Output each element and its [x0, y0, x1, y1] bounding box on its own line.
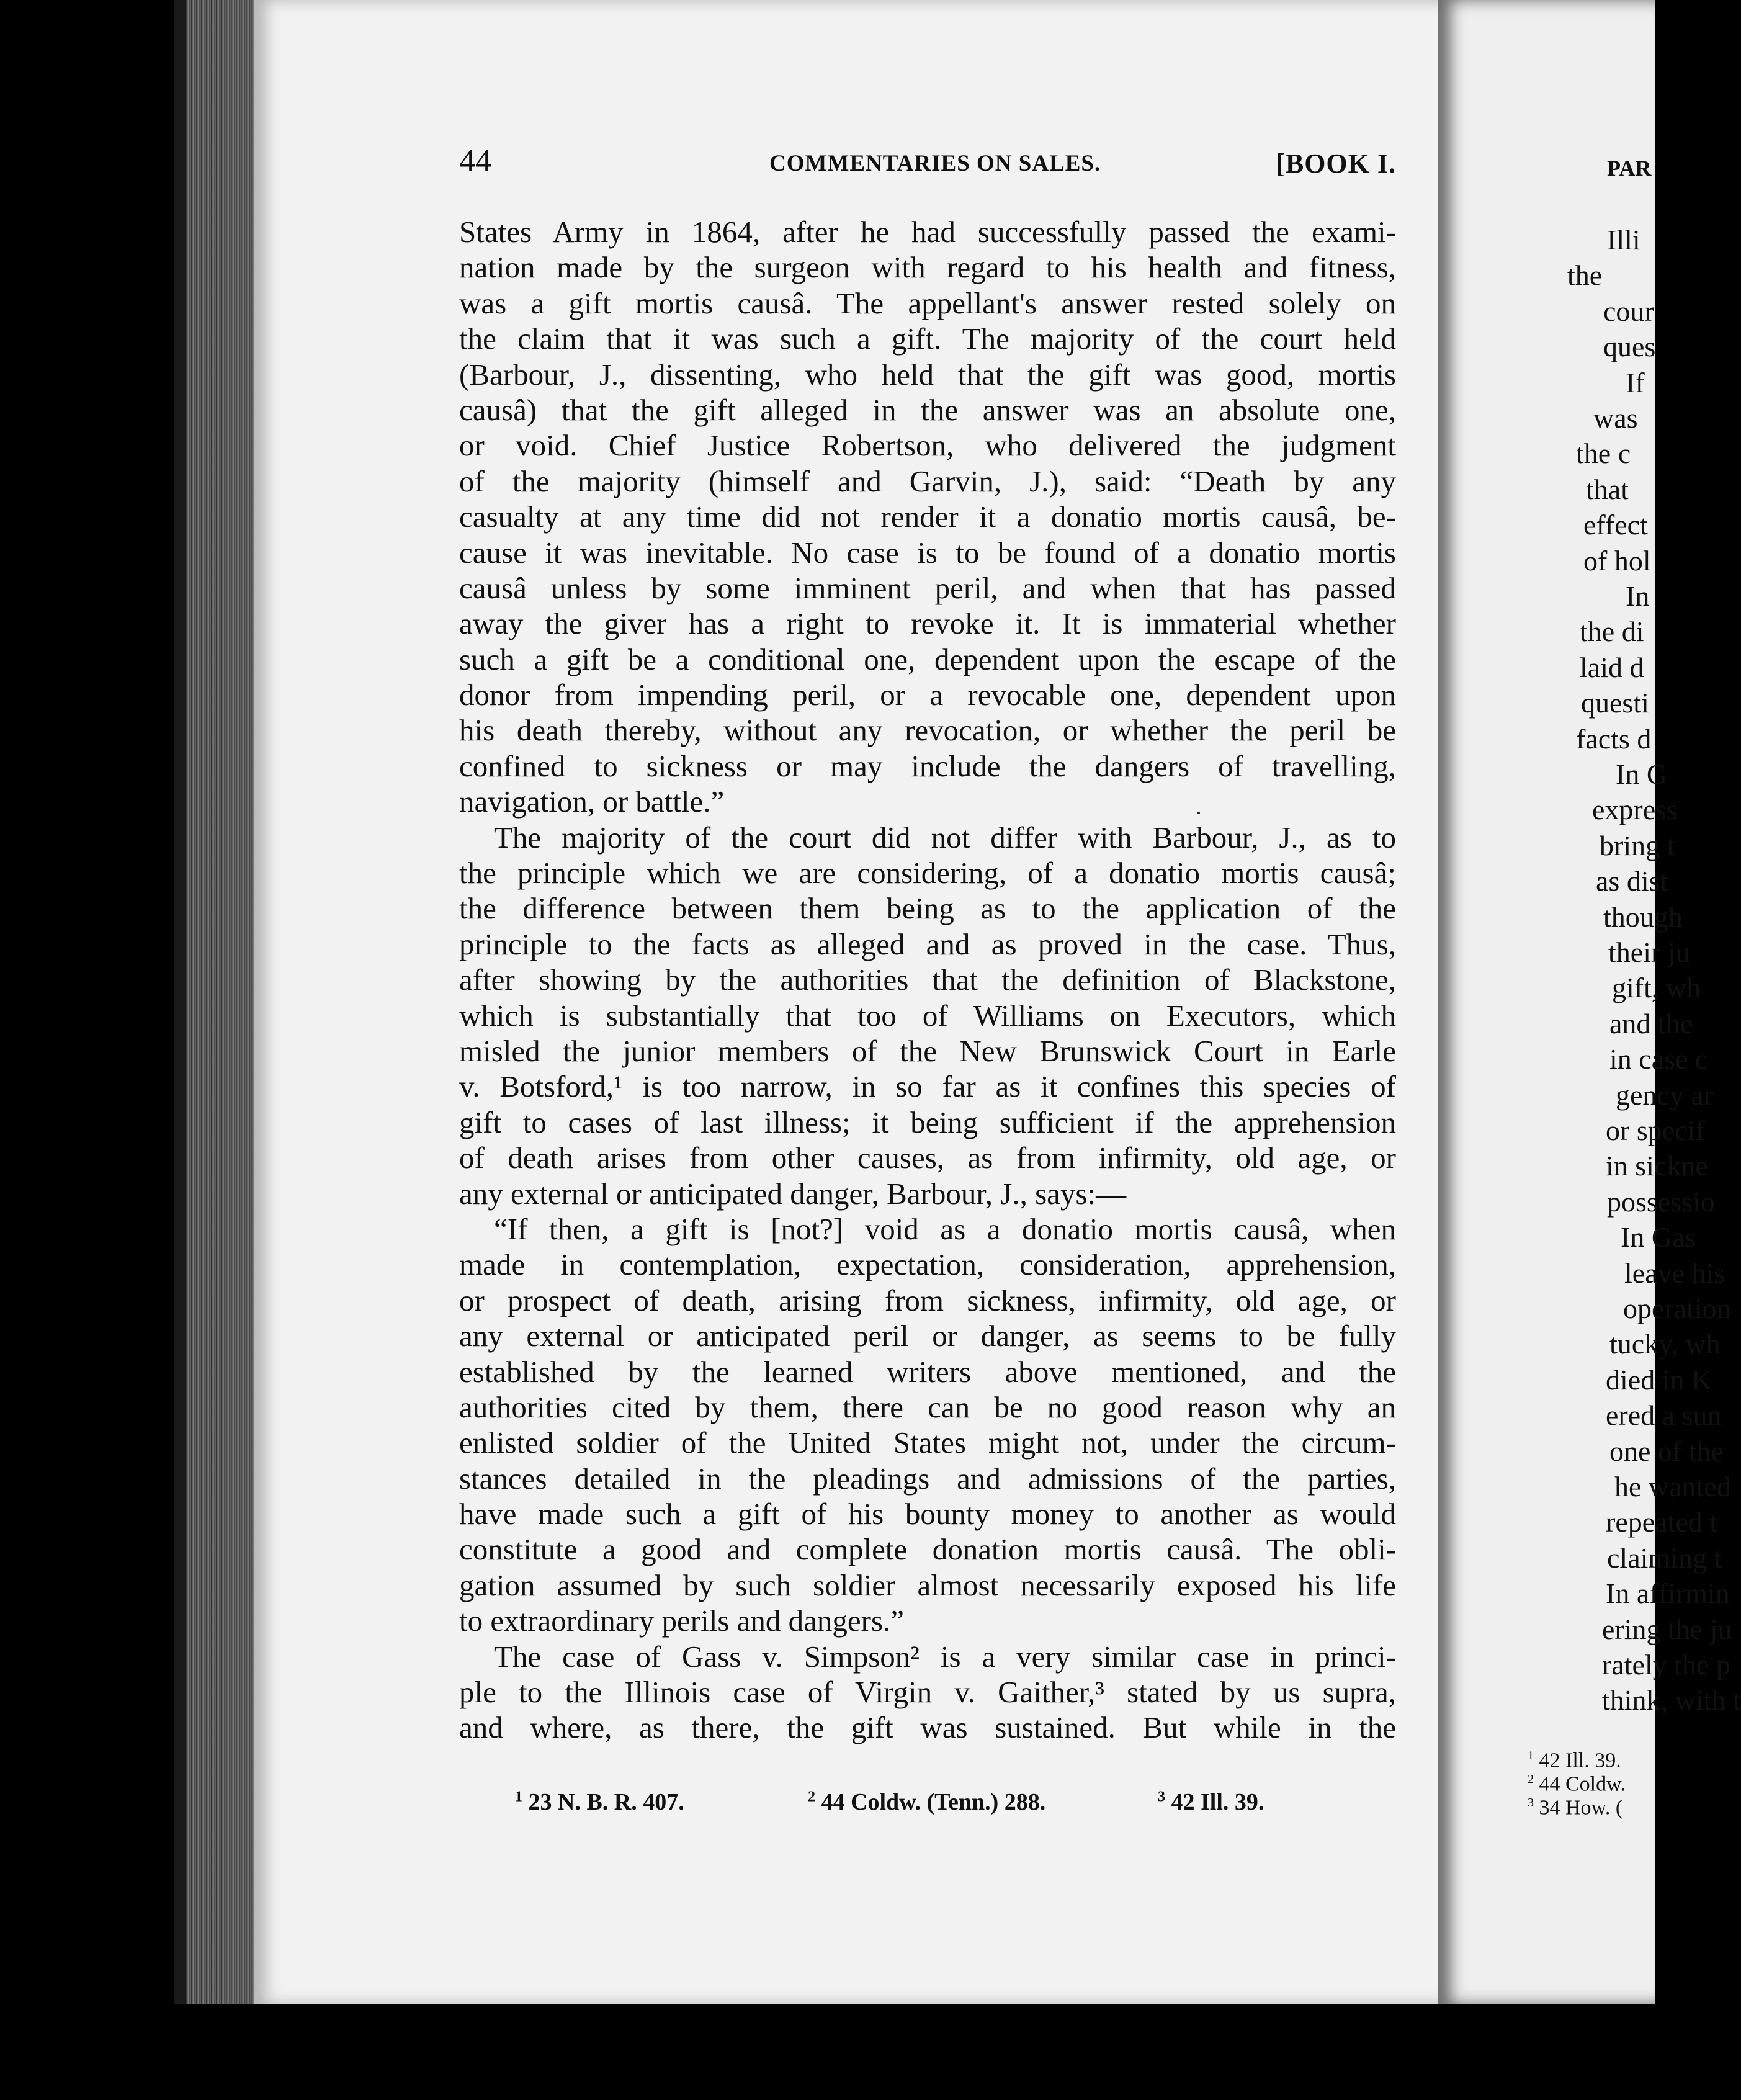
right-page-line: operation	[1623, 1293, 1731, 1324]
right-page-line: the di	[1580, 616, 1644, 648]
text-line: to extraordinary perils and dangers.”	[459, 1604, 905, 1638]
text-line: the principle which we are considering, of a donatio mortis causâ;	[459, 856, 1396, 891]
right-page-line: leave his	[1624, 1257, 1725, 1289]
text-line: “If then, a gift is [not?] void as a donatio mortis causâ, when	[494, 1211, 1396, 1246]
right-page-line: and the	[1609, 1007, 1693, 1039]
right-page-line: he wanted	[1614, 1471, 1731, 1502]
right-page-footnote: $^1$ 42 Ill. 39.	[1528, 1749, 1621, 1772]
text-line: and where, as there, the gift was sustained. But while in the	[459, 1710, 1396, 1745]
right-page-line: gency ar	[1616, 1079, 1714, 1111]
right-page-line: in case c	[1609, 1043, 1708, 1075]
text-line: have made such a gift of his bounty money to another as would	[459, 1497, 1396, 1532]
text-line: stances detailed in the pleadings and admissions of the parties,	[459, 1461, 1396, 1496]
page-edges	[186, 0, 261, 2004]
running-title: COMMENTARIES ON SALES.	[769, 151, 1101, 176]
text-line: donor from impending peril, or a revocable one, dependent upon	[459, 678, 1396, 712]
text-line: or prospect of death, arising from sickness, infirmity, old age, or	[459, 1283, 1396, 1317]
text-line: enlisted soldier of the United States might not, under the circum-	[459, 1425, 1396, 1460]
right-page-line: effect	[1583, 509, 1648, 541]
text-line: established by the learned writers above mentioned, and the	[459, 1354, 1396, 1389]
right-page-line: claiming t	[1607, 1541, 1722, 1574]
right-page-line: ering the ju	[1602, 1613, 1732, 1645]
text-line: ple to the Illinois case of Virgin v. Gaither,³ stated by us supra,	[459, 1675, 1396, 1710]
footnote-1: $^1$ 23 N. B. R. 407.	[515, 1788, 684, 1815]
right-page-line: In	[1626, 580, 1650, 612]
text-line: casualty at any time did not render it a donatio mortis causâ, be-	[459, 500, 1396, 534]
text-line: gift to cases of last illness; it being sufficient if the apprehension	[459, 1105, 1396, 1139]
text-line: confined to sickness or may include the dangers of travelling,	[459, 748, 1396, 783]
text-line: The case of Gass v. Simpson² is a very similar case in princi-	[494, 1639, 1396, 1674]
text-line: misled the junior members of the New Brunswick Court in Earle	[459, 1033, 1396, 1068]
right-page-line: was	[1593, 402, 1638, 434]
right-page-line: repeated t	[1606, 1506, 1718, 1538]
text-line: navigation, or battle.”	[459, 784, 725, 819]
right-page-line: If	[1626, 366, 1645, 398]
right-page-line: tucky, wh	[1609, 1328, 1721, 1360]
text-line: principle to the facts as alleged and as proved in the case. Thus,	[459, 927, 1396, 961]
page-header	[459, 143, 1396, 186]
right-page-line: the c	[1576, 437, 1631, 470]
right-page-line: died in K	[1606, 1363, 1712, 1396]
text-line: or void. Chief Justice Robertson, who delivered the judgment	[459, 428, 1396, 463]
text-line: which is substantially that too of Williams on Executors, which	[459, 998, 1396, 1033]
book-marker: [BOOK I.	[1276, 148, 1396, 179]
right-page-line: though	[1603, 900, 1683, 933]
right-page-line: laid d	[1580, 651, 1644, 683]
footnote-2: $^2$ 44 Coldw. (Tenn.) 288.	[808, 1788, 1046, 1815]
right-page-line: rately the p	[1602, 1649, 1730, 1680]
right-page-line: cour	[1603, 295, 1654, 327]
text-line: States Army in 1864, after he had successfully passed the exami-	[459, 215, 1396, 249]
right-page-line: In affirmin	[1606, 1577, 1730, 1610]
text-line: such a gift be a conditional one, dependent upon the escape of the	[459, 642, 1396, 676]
text-line: cause it was inevitable. No case is to be found of a donatio mortis	[459, 535, 1396, 570]
right-page-line: their ju	[1608, 936, 1690, 968]
right-page-footnote: $^3$ 34 How. (	[1528, 1796, 1623, 1820]
right-page-line: facts d	[1576, 722, 1652, 755]
right-page-line: questi	[1581, 687, 1649, 719]
right-page-line: ques	[1603, 331, 1656, 363]
right-page-line: In G	[1616, 758, 1668, 790]
text-line: causâ) that the gift alleged in the answer was an absolute one,	[459, 392, 1396, 427]
right-page-line: possessio	[1607, 1185, 1715, 1218]
right-page-line: that	[1586, 473, 1629, 505]
text-line: of death arises from other causes, as from infirmity, old age, or	[459, 1141, 1396, 1175]
right-page-line: express	[1592, 794, 1678, 826]
text-line: made in contemplation, expectation, consideration, apprehension,	[459, 1247, 1396, 1282]
text-line: the claim that it was such a gift. The majority of the court held	[459, 321, 1396, 356]
text-line: any external or anticipated peril or danger, as seems to be fully	[459, 1319, 1396, 1353]
page-number: 44	[459, 143, 491, 179]
right-page-line: bring t	[1600, 829, 1675, 861]
right-page-line: think, with t	[1602, 1684, 1741, 1716]
right-page-line: gift, wh	[1612, 972, 1701, 1004]
ink-speck	[1197, 812, 1200, 814]
footnote-3: $^3$ 42 Ill. 39.	[1158, 1788, 1264, 1815]
text-line: the difference between them being as to the application of the	[459, 891, 1396, 926]
text-line: The majority of the court did not differ with Barbour, J., as to	[494, 820, 1396, 855]
text-line: of the majority (himself and Garvin, J.), said: “Death by any	[459, 464, 1396, 498]
right-page-header: PAR	[1607, 156, 1652, 181]
text-line: after showing by the authorities that the definition of Blackstone,	[459, 962, 1396, 997]
text-line: his death thereby, without any revocation, or whether the peril be	[459, 713, 1396, 748]
text-line: constitute a good and complete donation mortis causâ. The obli-	[459, 1532, 1396, 1567]
text-line: away the giver has a right to revoke it. It is immaterial whether	[459, 606, 1396, 641]
text-line: authorities cited by them, there can be no good reason why an	[459, 1389, 1396, 1424]
right-page-footnote: $^2$ 44 Coldw.	[1528, 1772, 1626, 1796]
text-line: gation assumed by such soldier almost necessarily exposed his life	[459, 1568, 1396, 1602]
body-text	[459, 214, 1396, 1746]
text-line: (Barbour, J., dissenting, who held that the gift was good, mortis	[459, 357, 1396, 392]
right-page-line: of hol	[1583, 544, 1651, 577]
text-line: causâ unless by some imminent peril, and when that has passed	[459, 570, 1396, 605]
text-line: was a gift mortis causâ. The appellant's answer rested solely on	[459, 285, 1396, 320]
text-line: nation made by the surgeon with regard to his health and fitness,	[459, 250, 1396, 285]
right-page-line: in sickne	[1606, 1150, 1708, 1182]
right-page-line: In Gas	[1621, 1221, 1696, 1254]
right-page-line: ered a sun	[1606, 1399, 1722, 1432]
text-line: v. Botsford,¹ is too narrow, in so far as it confines this species of	[459, 1069, 1396, 1104]
right-page-line: one of the	[1609, 1435, 1724, 1467]
right-page-line: as dist	[1596, 865, 1668, 897]
right-page-line: Illi	[1607, 224, 1640, 256]
right-page-line: the	[1567, 259, 1603, 292]
right-page-line: or specif	[1606, 1115, 1705, 1146]
text-line: any external or anticipated danger, Barbour, J., says:—	[459, 1176, 1127, 1211]
